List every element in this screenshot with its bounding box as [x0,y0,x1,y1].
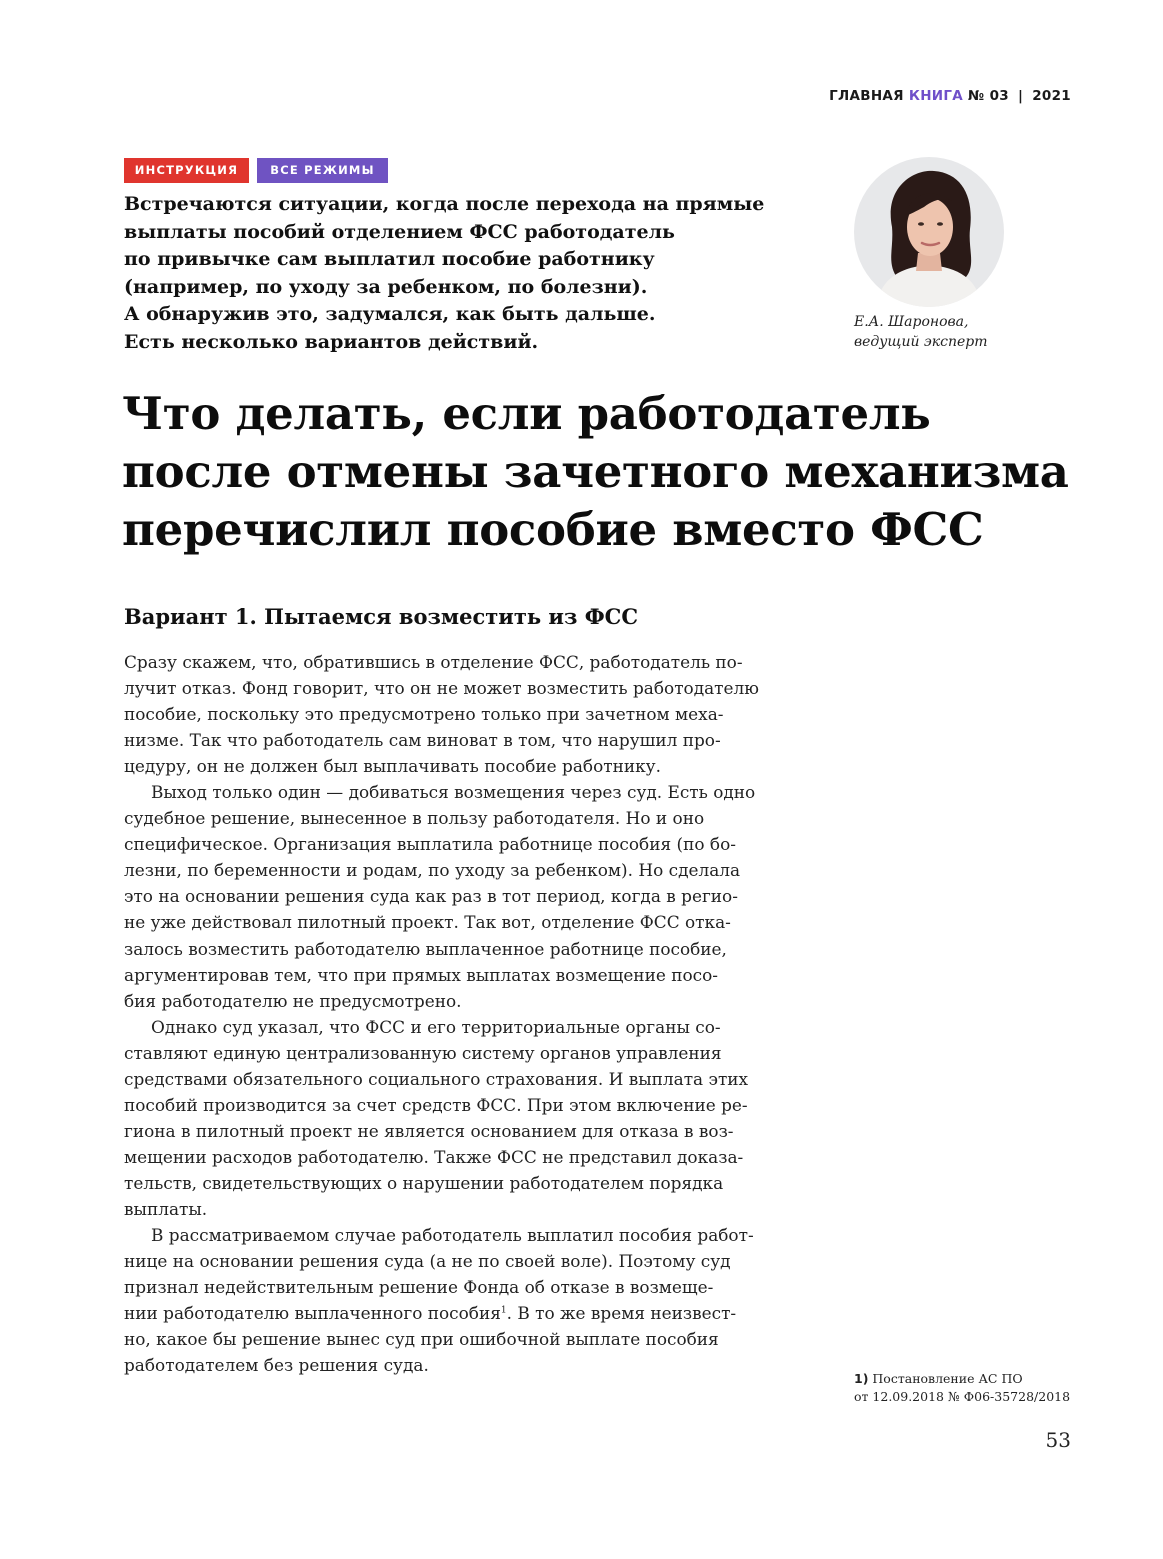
issue-number: № 03 [968,88,1009,104]
body-line: судебное решение, вынесенное в пользу работодателя. Но и оно [124,808,705,829]
section-heading: Вариант 1. Пытаемся возместить из ФСС [124,604,639,629]
footnote-number: 1) [854,1371,869,1386]
body-line: лучит отказ. Фонд говорит, что он не может возместить работодателю [124,678,759,699]
body-line: лезни, по беременности и родам, по уходу за ребенком). Но сделала [124,860,741,881]
body-line: мещении расходов работодателю. Также ФСС не представил доказа- [124,1146,744,1167]
body-line: Выход только один — добиваться возмещения через суд. Есть одно [151,782,756,803]
footnote-line: от 12.09.2018 № Ф06-35728/2018 [854,1388,1071,1404]
body-line: гиона в пилотный проект не является основанием для отказа в воз- [124,1120,734,1141]
title-line: перечислил пособие вместо ФСС [122,503,984,556]
paragraph-4 [124,1222,804,1378]
tag-instruction: ИНСТРУКЦИЯ [124,158,249,183]
body-line: пособие, поскольку это предусмотрено только при зачетном меха- [124,704,724,725]
body-line: работодателем без решения суда. [124,1355,429,1376]
author-portrait-icon [854,157,1004,307]
title-line: после отмены зачетного механизма [122,445,1069,498]
body-line: Сразу скажем, что, обратившись в отделение ФСС, работодатель по- [124,652,743,672]
body-line: признал недействительным решение Фонда об отказе в возмеще- [124,1277,714,1298]
body-line: это на основании решения суда как раз в тот период, когда в регио- [124,886,738,907]
body-line: специфическое. Организация выплатила работнице пособия (по бо- [124,834,736,855]
body-line: ставляют единую централизованную систему органов управления [124,1042,722,1063]
paragraph-2 [124,779,804,1013]
author-role: ведущий эксперт [854,334,988,350]
body-line: бия работодателю не предусмотрено. [124,990,462,1011]
title-line: Что делать, если работодатель [122,387,931,440]
body-line: нице на основании решения суда (а не по своей воле). Поэтому суд [124,1251,731,1272]
lead-line: А обнаружив это, задумался, как быть дальше. [124,303,656,325]
magazine-header [829,88,1071,104]
body-line: выплаты. [124,1198,208,1219]
body-line: но, какое бы решение вынес суд при ошибочной выплате пособия [124,1329,719,1350]
body-line: аргументировав тем, что при прямых выплатах возмещение посо- [124,964,718,985]
paragraph-1 [124,649,804,779]
brand-name-part1: ГЛАВНАЯ [829,88,904,104]
body-line: цедуру, он не должен был выплачивать пособие работнику. [124,756,661,777]
page-number: 53 [1045,1428,1071,1452]
lead-line: по привычке сам выплатил пособие работнику [124,248,655,270]
body-line-part: . В то же время неизвест- [506,1303,737,1324]
body-line: средствами обязательного социального страхования. И выплата этих [124,1068,749,1089]
body-line: В рассматриваемом случае работодатель выплатил пособия работ- [151,1225,754,1246]
lead-line: выплаты пособий отделением ФСС работодатель [124,220,675,243]
lead-line: Есть несколько вариантов действий. [124,330,539,353]
lead-line: Встречаются ситуации, когда после перехода на прямые [124,193,765,215]
body-line-with-footnote [124,1300,804,1326]
body-line: низме. Так что работодатель сам виноват в том, что нарушил про- [124,730,721,751]
author-photo [854,157,1004,307]
footnote [854,1370,1094,1405]
lead-line: (например, по уходу за ребенком, по болезни). [124,275,648,298]
body-line: залось возместить работодателю выплаченное работнице пособие, [124,938,727,959]
tag-all-regimes: ВСЕ РЕЖИМЫ [257,158,388,183]
paragraph-3 [124,1014,804,1222]
article-body [124,649,804,1378]
body-line: тельств, свидетельствующих о нарушении работодателем порядка [124,1172,724,1193]
author-name: Е.А. Шаронова, [854,314,969,330]
footnote-marker[interactable]: 1 [500,1305,507,1316]
header-divider: | [1017,88,1024,104]
body-line-part: нии работодателю выплаченного пособия [124,1303,501,1324]
brand-name-part2: КНИГА [908,88,964,104]
author-caption [854,312,1054,352]
issue-year: 2021 [1032,88,1071,104]
body-line: не уже действовал пилотный проект. Так вот, отделение ФСС отка- [124,912,731,933]
body-line: пособий производится за счет средств ФСС. При этом включение ре- [124,1094,748,1115]
footnote-line: Постановление АС ПО [872,1371,1023,1386]
body-line: Однако суд указал, что ФСС и его территориальные органы со- [151,1016,721,1037]
article-title [122,385,1122,559]
lead-paragraph [124,191,824,356]
